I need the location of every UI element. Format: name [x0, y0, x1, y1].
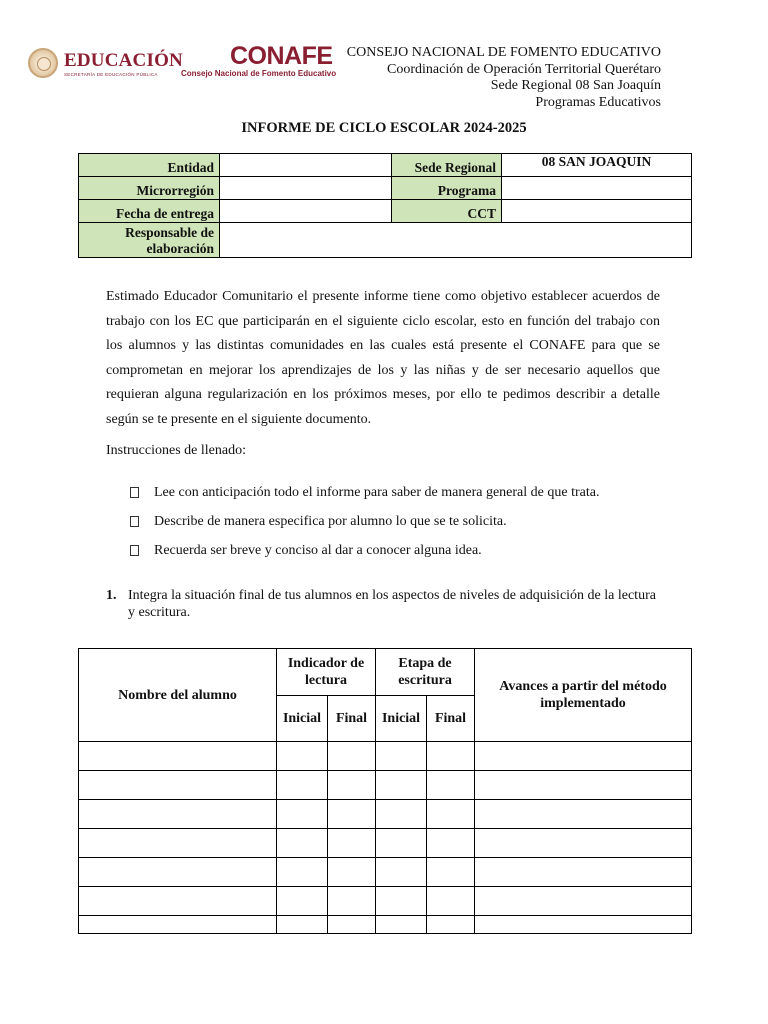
avances-cell[interactable]: [475, 771, 692, 800]
column-header-avances: Avances a partir del método implementado: [475, 649, 692, 742]
table-row: [79, 742, 692, 771]
lectura-final-cell[interactable]: [328, 887, 376, 916]
escritura-inicial-cell[interactable]: [376, 771, 427, 800]
table-row: [79, 887, 692, 916]
responsable-label-line: Responsable de: [125, 225, 214, 240]
student-rows: [79, 742, 692, 934]
table-row: [79, 829, 692, 858]
org-line: Coordinación de Operación Territorial Querétaro: [387, 61, 661, 77]
avances-cell[interactable]: [475, 742, 692, 771]
lectura-inicial-cell[interactable]: [277, 916, 328, 934]
escritura-inicial-cell[interactable]: [376, 742, 427, 771]
escritura-inicial-cell[interactable]: [376, 829, 427, 858]
question-text: Integra la situación final de tus alumnos en los aspectos de niveles de adquisición de la lectura y escritura.: [128, 588, 656, 620]
list-item: [128, 536, 599, 565]
entidad-field[interactable]: [220, 154, 392, 177]
document-title: INFORME DE CICLO ESCOLAR 2024-2025: [241, 120, 527, 136]
lectura-inicial-cell[interactable]: [277, 742, 328, 771]
avances-cell[interactable]: [475, 858, 692, 887]
student-name-cell[interactable]: [79, 858, 277, 887]
students-table: [78, 648, 692, 934]
intro-paragraph: Estimado Educador Comunitario el presente informe tiene como objetivo establecer acuerdos de trabajo con los EC que participarán en el siguiente ciclo escolar, esto en función del trabajo con los alumnos y las distintas comunidades en las cuales está presente el CONAFE para que se comprometan en mejorar los aprendizajes de los y las niñas y de ser necesario aquellos que requieran alguna regularización en los próximos meses, por ello te pedimos describir a detalle según se te presente en el siguiente documento.: [106, 289, 660, 427]
square-bullet-icon: [130, 516, 139, 527]
avances-cell[interactable]: [475, 829, 692, 858]
list-item: [128, 478, 599, 507]
student-name-cell[interactable]: [79, 829, 277, 858]
org-line: CONSEJO NACIONAL DE FOMENTO EDUCATIVO: [346, 45, 661, 60]
conafe-logo-subtitle: Consejo Nacional de Fomento Educativo: [181, 69, 337, 78]
microrregion-field[interactable]: [220, 177, 392, 200]
lectura-final-cell[interactable]: [328, 800, 376, 829]
org-line: Sede Regional 08 San Joaquín: [490, 78, 661, 93]
escritura-final-cell[interactable]: [427, 829, 475, 858]
lectura-final-cell[interactable]: [328, 742, 376, 771]
table-row: [79, 916, 692, 934]
sep-logo-title: EDUCACIÓN: [64, 50, 183, 71]
entidad-label: Entidad: [79, 154, 220, 177]
student-name-cell[interactable]: [79, 916, 277, 934]
column-header-lectura-inicial: Inicial: [277, 696, 328, 742]
instruction-text: Recuerda ser breve y conciso al dar a conocer alguna idea.: [154, 542, 482, 558]
column-group-escritura: Etapa de escritura: [376, 649, 475, 696]
info-table: [78, 153, 692, 258]
sede-regional-field[interactable]: 08 SAN JOAQUIN: [502, 154, 692, 177]
avances-cell[interactable]: [475, 887, 692, 916]
lectura-inicial-cell[interactable]: [277, 858, 328, 887]
escritura-final-cell[interactable]: [427, 887, 475, 916]
escritura-inicial-cell[interactable]: [376, 858, 427, 887]
lectura-inicial-cell[interactable]: [277, 771, 328, 800]
responsable-label-line: elaboración: [146, 241, 214, 256]
instructions-title: Instrucciones de llenado:: [106, 443, 246, 458]
instruction-text: Lee con anticipación todo el informe para saber de manera general de que trata.: [154, 484, 600, 500]
column-header-escritura-inicial: Inicial: [376, 696, 427, 742]
instruction-text: Describe de manera especifica por alumno lo que se te solicita.: [154, 513, 507, 529]
escritura-final-cell[interactable]: [427, 858, 475, 887]
escritura-inicial-cell[interactable]: [376, 887, 427, 916]
square-bullet-icon: [130, 487, 139, 498]
escritura-final-cell[interactable]: [427, 771, 475, 800]
escritura-final-cell[interactable]: [427, 800, 475, 829]
lectura-final-cell[interactable]: [328, 916, 376, 934]
lectura-final-cell[interactable]: [328, 771, 376, 800]
student-name-cell[interactable]: [79, 800, 277, 829]
microrregion-label: Microrregión: [79, 177, 220, 200]
lectura-inicial-cell[interactable]: [277, 800, 328, 829]
escritura-inicial-cell[interactable]: [376, 916, 427, 934]
cct-field[interactable]: [502, 200, 692, 223]
fecha-entrega-label: Fecha de entrega: [79, 200, 220, 223]
sede-regional-label: Sede Regional: [392, 154, 502, 177]
conafe-logo: [180, 42, 337, 84]
lectura-inicial-cell[interactable]: [277, 829, 328, 858]
cct-label: CCT: [392, 200, 502, 223]
avances-cell[interactable]: [475, 800, 692, 829]
student-name-cell[interactable]: [79, 771, 277, 800]
square-bullet-icon: [130, 545, 139, 556]
column-header-escritura-final: Final: [427, 696, 475, 742]
lectura-inicial-cell[interactable]: [277, 887, 328, 916]
list-item: [128, 507, 599, 536]
escritura-inicial-cell[interactable]: [376, 800, 427, 829]
eagle-seal-icon: [28, 48, 58, 78]
sep-logo-subtitle: SECRETARÍA DE EDUCACIÓN PÚBLICA: [64, 72, 158, 77]
lectura-final-cell[interactable]: [328, 858, 376, 887]
conafe-logo-word: CONAFE: [230, 42, 333, 70]
org-line: Programas Educativos: [535, 94, 661, 110]
fecha-entrega-field[interactable]: [220, 200, 392, 223]
lectura-final-cell[interactable]: [328, 829, 376, 858]
avances-cell[interactable]: [475, 916, 692, 934]
responsable-label: [79, 223, 220, 258]
student-name-cell[interactable]: [79, 742, 277, 771]
column-header-nombre: Nombre del alumno: [79, 649, 277, 742]
programa-field[interactable]: [502, 177, 692, 200]
sep-logo: [28, 46, 183, 86]
table-row: [79, 800, 692, 829]
instructions-list: [128, 478, 599, 565]
table-row: [79, 858, 692, 887]
question-number: 1.: [106, 588, 117, 603]
organization-block: [347, 45, 661, 111]
programa-label: Programa: [392, 177, 502, 200]
column-header-lectura-final: Final: [328, 696, 376, 742]
escritura-final-cell[interactable]: [427, 916, 475, 934]
responsable-field[interactable]: [220, 223, 692, 258]
student-name-cell[interactable]: [79, 887, 277, 916]
table-row: [79, 771, 692, 800]
escritura-final-cell[interactable]: [427, 742, 475, 771]
question-1: [106, 587, 666, 621]
column-group-lectura: Indicador de lectura: [277, 649, 376, 696]
